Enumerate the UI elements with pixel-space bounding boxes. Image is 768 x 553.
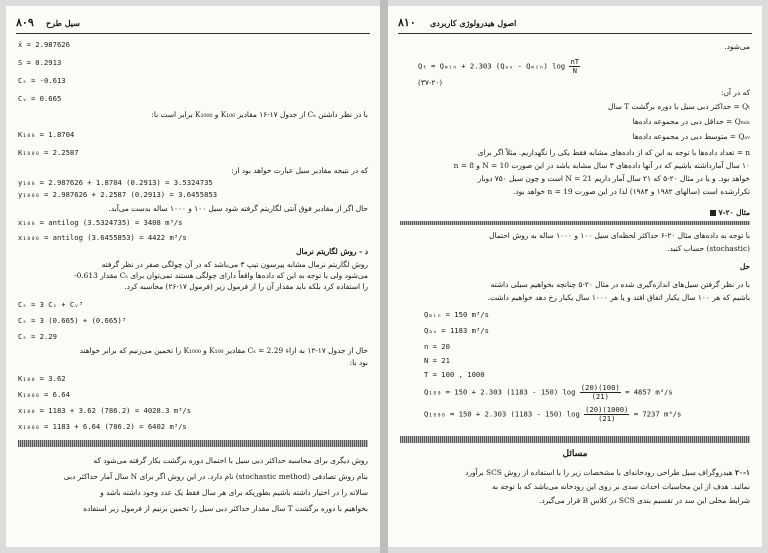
left-page xyxy=(6,6,380,547)
definition: ۱۰ سال آمارداشته باشیم که در آنها داده‌های ۳ سال مشابه باشد در این صورت N = 10 و n = 8 xyxy=(453,161,750,170)
divider xyxy=(18,440,368,447)
equation: Cₛ = 3 (0.665) + (0.665)³ xyxy=(18,316,127,325)
k1000: K₁₀₀₀ = 6.64 xyxy=(18,390,70,399)
definition: n = تعداد داده‌ها با توجه به این که از داده‌های مشابه فقط یکی را نگهداریم. مثلاً اگر برای xyxy=(477,148,750,157)
value: Qₐᵥ = 1183 m³/s xyxy=(424,326,489,335)
k100: K₁₀₀ = 3.62 xyxy=(18,374,66,383)
stat-cv: Cᵥ = 0.665 xyxy=(18,94,62,103)
value: T = 100 , 1000 xyxy=(424,370,485,379)
solution-heading: حل xyxy=(739,262,750,271)
equation: x₁₀₀₀ = antilog (3.6455853) = 4422 m³/s xyxy=(18,233,187,242)
equation: Q₁₀₀₀ = 150 + 2.303 (1183 - 150) log $\frac{(20)(1000)}{(21)}$ = 7237 m³/s xyxy=(424,405,682,423)
paragraph: روش دیگری برای محاسبه حداکثر دبی سیل با احتمال دوره برگشت بکار گرفته می‌شود که xyxy=(93,456,368,465)
value: N = 21 xyxy=(424,356,450,365)
equation: y₁₀₀ = 2.987626 + 1.8704 (0.2913) = 3.5324735 xyxy=(18,178,213,187)
paragraph: را استفاده کرد بلکه باید مقدار آن را از فرمول زیر (فرمول ۱۷-۲۶) محاسبه کرد. xyxy=(124,282,368,291)
paragraph: با در نظر داشتن Cₛ از جدول ۱۷-۱۶ مقادیر K₁₀₀ و K₁₀₀₀ برابر است با: xyxy=(151,110,368,119)
equation: y₁₀₀₀ = 2.987626 + 2.2587 (0.2913) = 3.6455853 xyxy=(18,190,218,199)
right-page-header xyxy=(398,16,752,30)
definition: Qₜ = حداکثر دبی سیل با دوره برگشت T سال xyxy=(608,102,750,111)
example-heading: مثال ۲۰-۷ xyxy=(400,208,750,217)
paragraph: می‌شود. xyxy=(724,42,750,51)
paragraph: روش لگاریتم نرمال مشابه پیرسون تیپ ۳ می‌باشد که در آن چولگی صفر در نظر گرفته xyxy=(101,260,368,269)
equation: x₁₀₀₀ = 1183 + 6.64 (786.2) = 6402 m³/s xyxy=(18,422,187,431)
section-heading: د - روش لگاریتم نرمال xyxy=(296,247,368,256)
left-page-header xyxy=(16,16,370,30)
right-page xyxy=(388,6,762,547)
equation: Cₛ = 3 Cᵥ + Cᵥ³ xyxy=(18,300,83,309)
paragraph: با توجه به داده‌های مثال ۲۰-۶ حداکثر لحظه‌ای سیل ۱۰۰ و ۱۰۰۰ ساله به روش احتمال xyxy=(489,231,750,240)
problem: ۲۰-۱ هیدروگراف سیل طراحی رودخانه‌ای با مشخصات زیر را با استفاده از روش SCS برآورد xyxy=(465,468,750,477)
equation: x₁₀₀ = 1183 + 3.62 (786.2) = 4028.3 m³/s xyxy=(18,406,192,415)
paragraph: حال اگر از مقادیر فوق آنتی لگاریتم گرفته شود سیل ۱۰۰ و ۱۰۰۰ ساله بدست می‌آید. xyxy=(108,204,368,213)
divider xyxy=(400,436,750,443)
paragraph: بنام روش تصادفی (stochastic method) نام دارد. در این روش اگر برای N سال آمار حداکثر دبی xyxy=(63,472,368,481)
stat-cs: Cₛ = -0.613 xyxy=(18,76,66,85)
book-gutter xyxy=(380,0,388,553)
problem: شرایط محلی این سد در تقسیم بندی SCS در کلاس B قرار می‌گیرد. xyxy=(539,496,750,505)
header-title: سیل طرح xyxy=(46,18,80,28)
problems-heading: مسائل xyxy=(562,449,588,459)
k1000: K₁₀₀₀ = 2.2587 xyxy=(18,148,79,157)
bullet-square-icon xyxy=(710,210,716,216)
page-number: ۸۱۰ xyxy=(398,16,416,29)
paragraph: بخواهیم با دوره برگشت T سال مقدار حداکثر دبی سیل را تخمین بزنیم از فرمول زیر استفاده xyxy=(83,504,368,513)
definition: Qₐᵥ = متوسط دبی در مجموعه داده‌ها xyxy=(632,132,750,141)
divider xyxy=(400,221,750,225)
equation: x₁₀₀ = antilog (3.5324735) = 3408 m³/s xyxy=(18,218,183,227)
paragraph: بود با: xyxy=(349,358,368,367)
k100: K₁₀₀ = 1.8704 xyxy=(18,130,75,139)
paragraph: حال از جدول ۱۷-۱۲ به ازاء 2.29 = Cₛ مقادیر K₁₀₀ و K₁₀₀₀ را تخمین می‌زنیم که برابر خواهند xyxy=(79,346,368,355)
value: n = 20 xyxy=(424,342,450,351)
stat-std: S = 0.2913 xyxy=(18,58,62,67)
paragraph: (stochastic) حساب کنید. xyxy=(667,244,750,253)
stat-mean: x̄ = 2.987626 xyxy=(18,40,70,49)
page-number: ۸۰۹ xyxy=(16,16,34,29)
header-title: اصول هیدرولوژی کاربردی xyxy=(430,18,517,28)
paragraph: با در نظر گرفتن سیل‌های اندازه‌گیری شده در مثال ۲۰-۵ چنانچه بخواهیم سیلی داشته xyxy=(490,280,750,289)
equation: Cₛ = 2.29 xyxy=(18,332,57,341)
paragraph: باشیم که هر ۱۰۰ سال یکبار اتفاق افتد و یا هر ۱۰۰۰ سال یکبار رخ دهد خواهیم داشت. xyxy=(487,293,750,302)
value: Qₘᵢₙ = 150 m³/s xyxy=(424,310,489,319)
equation-number: (۳۷-۲۰) xyxy=(418,78,443,87)
definition: تکرارشده است (سالهای ۱۹۸۲ و ۱۹۸۴) لذا در این صورت n = 19 خواهد بود. xyxy=(513,187,750,196)
paragraph: می‌شود ولی با توجه به این که داده‌ها واقعاً دارای چولگی هستند نمی‌توان برای Cₛ مقدار 0.613- xyxy=(74,271,368,280)
paragraph: سالانه را در اختیار داشته باشیم بطوریکه برای هر سال فقط یک عدد وجود داشته باشد و xyxy=(100,488,368,497)
paragraph: که در آن: xyxy=(720,88,750,97)
equation: Q₁₀₀ = 150 + 2.303 (1183 - 150) log $\frac{(20)(100)}{(21)}$ = 4857 m³/s xyxy=(424,383,673,401)
paragraph: که در نتیجه مقادیر سیل عبارت خواهد بود از: xyxy=(231,166,368,175)
definition: Qₘᵢₙ = حداقل دبی در مجموعه داده‌ها xyxy=(632,117,750,126)
definition: خواهد بود. و یا در مثال ۲۰-۵ که ۲۱ سال آمار داریم N = 21 است و چون سیل ۷۵۰ دوبار xyxy=(477,174,750,183)
problem: نمائید. هدف از این محاسبات احداث سدی بر روی این رودخانه می‌باشد که با توجه به xyxy=(492,482,750,491)
formula: Qₜ = Qₘᵢₙ + 2.303 (Qₐᵥ - Qₘᵢₙ) log $\frac{nT}{N}$ xyxy=(418,57,580,75)
